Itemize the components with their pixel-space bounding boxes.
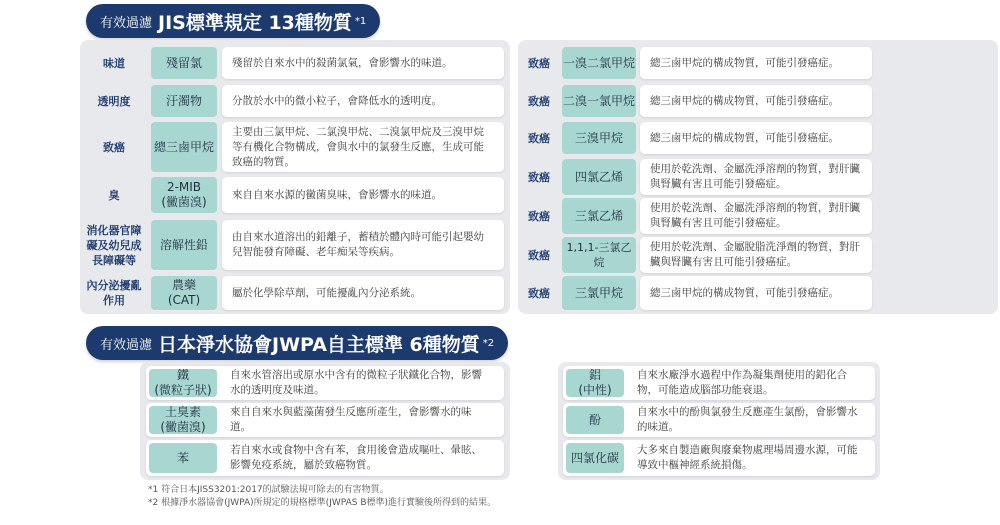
footnote-2: *2 根據淨水器協會(JWPA)所規定的規格標準(JWPAS B標準)進行實驗後所得到的結果。 — [148, 498, 497, 508]
substance-description: 來自自來水與藍藻菌發生反應所產生，會影響水的味道。 — [230, 406, 472, 433]
substance-description: 屬於化學除草劑，可能擾亂內分泌系統。 — [222, 276, 504, 310]
substance-description: 主要由三氯甲烷、二氯溴甲烷、二溴氯甲烷及三溴甲烷等有機化合物構成，會與水中的氯發生反應，生成可能致癌的物質。 — [222, 122, 504, 172]
substance-description: 分散於水中的微小粒子，會降低水的透明度。 — [222, 85, 504, 117]
row-category: 致癌 — [528, 209, 550, 223]
substance-description: 總三鹵甲烷的構成物質，可能引發癌症。 — [640, 122, 872, 154]
substance-label: 2-MIB (黴菌溴) — [151, 177, 217, 213]
row-category: 消化器官障礙及幼兒成長障礙等 — [86, 223, 142, 267]
section1-prefix: 有效過濾 — [100, 15, 153, 31]
row-category: 致癌 — [528, 286, 550, 300]
section2-title: 日本淨水協會JWPA自主標準 6種物質 — [158, 333, 480, 356]
substance-description: 若自來水或食物中含有苯，食用後會造成嘔吐、暈眩、影響免疫系統，屬於致癌物質。 — [230, 444, 482, 471]
substance-description: 總三鹵甲烷的構成物質，可能引發癌症。 — [640, 47, 872, 79]
substance-card — [563, 440, 875, 476]
row-category: 致癌 — [528, 248, 550, 262]
row-category: 味道 — [103, 56, 125, 70]
row-category: 致癌 — [528, 131, 550, 145]
substance-label: 農藥 (CAT) — [151, 276, 217, 310]
substance-description: 使用於乾洗劑、金屬脫脂洗淨劑的物質，對肝臟與腎臟有害且可能引發癌症。 — [640, 237, 872, 273]
substance-label: 四氯乙烯 — [562, 159, 636, 195]
substance-card — [146, 440, 504, 476]
substance-card — [563, 403, 875, 437]
section1-title: JIS標準規定 13種物質 — [158, 11, 352, 34]
substance-card — [146, 366, 504, 400]
row-category: 透明度 — [97, 94, 131, 108]
section1-banner — [86, 4, 380, 38]
substance-label: 二溴一氯甲烷 — [562, 85, 636, 117]
row-category: 致癌 — [103, 140, 125, 154]
substance-card — [146, 403, 504, 437]
row-category: 致癌 — [528, 170, 550, 184]
substance-description: 殘留於自來水中的殺菌氯氣，會影響水的味道。 — [222, 47, 504, 79]
substance-description: 使用於乾洗劑、金屬洗淨溶劑的物質，對肝臟與腎臟有害且可能引發癌症。 — [640, 198, 872, 234]
section2-prefix: 有效過濾 — [100, 337, 153, 353]
footnotes — [148, 484, 496, 510]
substance-description: 由自來水道溶出的鉛離子，蓄積於體內時可能引起嬰幼兒智能發育障礙、老年痴呆等疾病。 — [222, 220, 504, 270]
substance-description: 總三鹵甲烷的構成物質，可能引發癌症。 — [640, 276, 872, 310]
substance-label: 汙濁物 — [151, 85, 217, 117]
substance-label: 鐵 (微粒子狀) — [149, 369, 217, 397]
row-category: 內分泌擾亂作用 — [86, 279, 142, 307]
substance-label: 苯 — [149, 443, 217, 473]
section2-banner — [86, 326, 508, 360]
substance-label: 殘留氯 — [151, 47, 217, 79]
footnote-1: *1 符合日本JISS3201:2017的試驗法規可除去的有害物質。 — [148, 485, 389, 495]
substance-description: 使用於乾洗劑、金屬洗淨溶劑的物質，對肝臟與腎臟有害且可能引發癌症。 — [640, 159, 872, 195]
substance-label: 四氯化碳 — [566, 443, 624, 473]
row-category: 致癌 — [528, 56, 550, 70]
substance-label: 鋁 (中性) — [566, 369, 624, 397]
substance-label: 三氯甲烷 — [562, 276, 636, 310]
substance-label: 三氯乙烯 — [562, 198, 636, 234]
row-category: 致癌 — [528, 94, 550, 108]
substance-label: 溶解性鉛 — [151, 220, 217, 270]
section1-footnote-mark: *1 — [354, 15, 367, 27]
substance-description: 自來水中的酚與氯發生反應產生氯酚，會影響水的味道。 — [637, 406, 858, 433]
substance-label: 1,1,1-三氯乙烷 — [562, 237, 636, 273]
substance-description: 大多來自製造廠與廢棄物處理場周邊水源，可能導致中樞神經系統損傷。 — [637, 444, 858, 471]
section2-footnote-mark: *2 — [482, 337, 495, 349]
substance-card — [563, 366, 875, 400]
row-category: 臭 — [108, 188, 120, 202]
substance-label: 三溴甲烷 — [562, 122, 636, 154]
substance-label: 一溴二氯甲烷 — [562, 47, 636, 79]
substance-label: 總三鹵甲烷 — [151, 122, 217, 172]
substance-description: 總三鹵甲烷的構成物質，可能引發癌症。 — [640, 85, 872, 117]
substance-label: 土臭素 (黴菌溴) — [149, 406, 217, 434]
substance-label: 酚 — [566, 406, 624, 434]
substance-description: 自來水管溶出或原水中含有的微粒子狀鐵化合物，影響水的透明度及味道。 — [230, 369, 482, 396]
substance-description: 自來水廠淨水過程中作為凝集劑使用的鋁化合物，可能造成腦部功能衰退。 — [637, 369, 847, 396]
substance-description: 來自自來水源的黴菌臭味，會影響水的味道。 — [222, 177, 504, 213]
